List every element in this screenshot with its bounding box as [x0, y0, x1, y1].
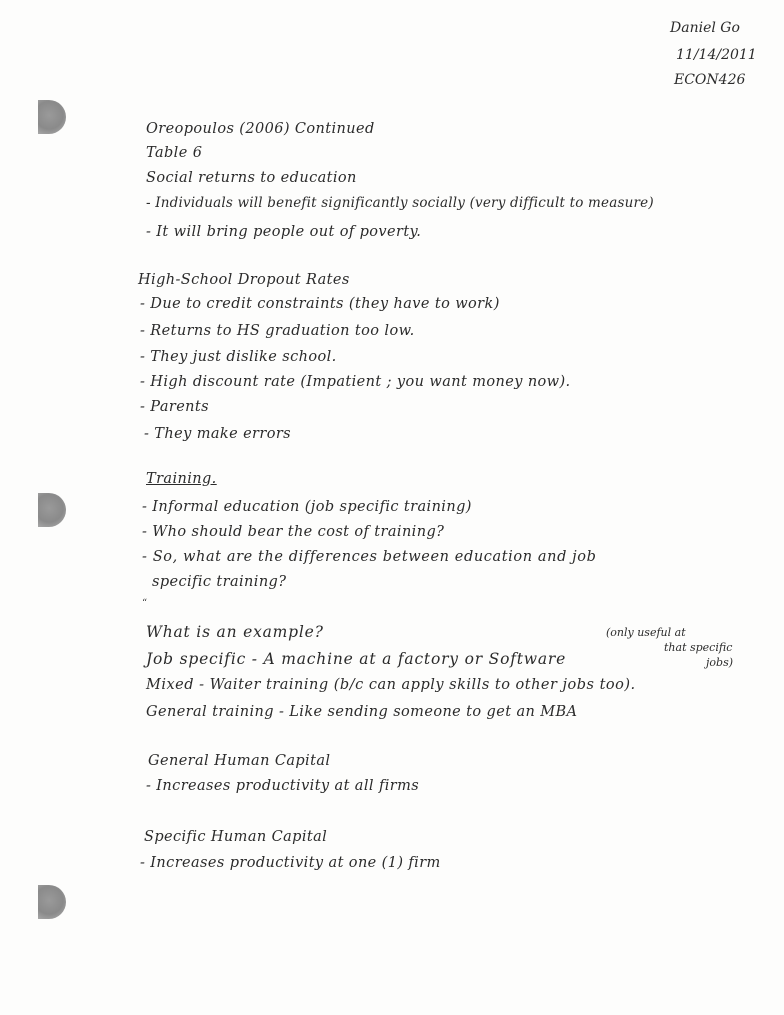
author-name: Daniel Go: [670, 20, 740, 36]
example-mixed: Mixed - Waiter training (b/c can apply skills to other jobs too).: [146, 677, 636, 693]
table-reference: Table 6: [146, 145, 203, 161]
side-note-line: (only useful at: [606, 626, 686, 639]
list-item: - Increases productivity at one (1) firm: [140, 855, 441, 871]
list-item: - It will bring people out of poverty.: [146, 224, 422, 240]
section-heading-general-human-capital: General Human Capital: [148, 753, 331, 769]
list-item: specific training?: [152, 574, 287, 590]
note-date: 11/14/2011: [676, 47, 757, 63]
list-item: - They make errors: [144, 426, 292, 442]
example-job-specific: Job specific - A machine at a factory or Software: [146, 650, 567, 668]
section-heading-example: What is an example?: [146, 623, 324, 641]
list-item: - Who should bear the cost of training?: [142, 524, 445, 540]
binder-hole-middle: [38, 493, 66, 527]
list-item: - They just dislike school.: [140, 349, 337, 365]
list-item: - High discount rate (Impatient ; you want money now).: [140, 374, 571, 390]
section-heading-dropout-rates: High-School Dropout Rates: [138, 272, 350, 288]
side-note-line: jobs): [706, 656, 734, 669]
source-title: Oreopoulos (2006) Continued: [146, 121, 375, 137]
list-item: - Due to credit constraints (they have to work): [140, 296, 500, 312]
section-heading-specific-human-capital: Specific Human Capital: [144, 829, 328, 845]
binder-hole-top: [38, 100, 66, 134]
course-code: ECON426: [674, 72, 746, 88]
pen-mark: “: [142, 598, 148, 609]
list-item: - Informal education (job specific training): [142, 499, 472, 515]
list-item: - Increases productivity at all firms: [146, 778, 420, 794]
list-item: - Individuals will benefit significantly socially (very difficult to measure): [146, 195, 654, 211]
example-general-training: General training - Like sending someone to get an MBA: [146, 704, 578, 720]
list-item: - Parents: [140, 399, 209, 415]
section-heading-training: Training.: [146, 471, 217, 487]
list-item: - Returns to HS graduation too low.: [140, 323, 415, 339]
list-item: - So, what are the differences between education and job: [142, 549, 597, 565]
side-note-line: that specific: [664, 641, 733, 654]
section-heading-social-returns: Social returns to education: [146, 170, 357, 186]
binder-hole-bottom: [38, 885, 66, 919]
